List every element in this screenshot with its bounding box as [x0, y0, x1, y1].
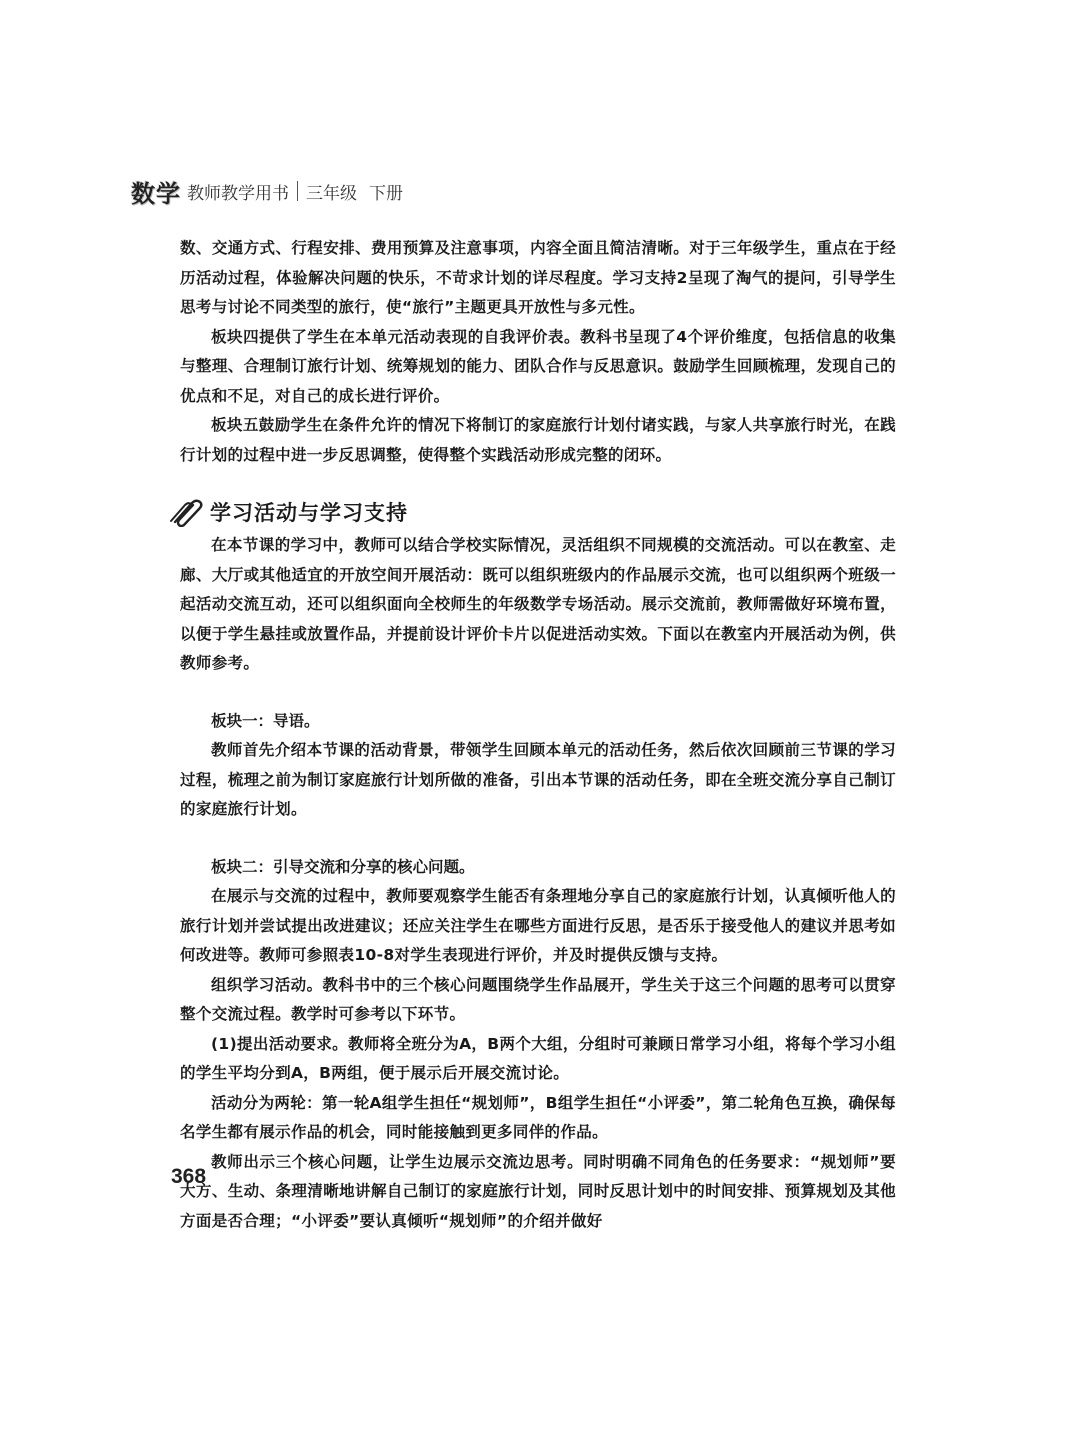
paragraph: 教师出示三个核心问题，让学生边展示交流边思考。同时明确不同角色的任务要求：“规划师”要大方、生动、条理清晰地讲解自己制订的家庭旅行计划，同时反思计划中的时间安排、预算规划及其他方面是否合理；“小评委”要认真倾听“规划师”的介绍并做好 — [180, 1152, 896, 1230]
paragraph: 板块四提供了学生在本单元活动表现的自我评价表。教科书呈现了4个评价维度，包括信息的收集与整理、合理制订旅行计划、统筹规划的能力、团队合作与反思意识。鼓励学生回顾梳理，发现自己的优点和不足，对自己的成长进行评价。 — [180, 327, 896, 405]
block2-heading: 板块二：引导交流和分享的核心问题。 — [211, 857, 475, 876]
block1-heading: 板块一：导语。 — [211, 711, 320, 730]
subject-logo: 数学 — [131, 178, 181, 208]
header-divider — [297, 181, 298, 201]
paragraph: 数、交通方式、行程安排、费用预算及注意事项，内容全面且简洁清晰。对于三年级学生，重点在于经历活动过程，体验解决问题的快乐，不苛求计划的详尽程度。学习支持2呈现了淘气的提问，引导学生思考与讨论不同类型的旅行，使“旅行”主题更具开放性与多元性。 — [180, 239, 896, 316]
intro-paragraph: 在本节课的学习中，教师可以结合学校实际情况，灵活组织不同规模的交流活动。可以在教室、走廊、大厅或其他适宜的开放空间开展活动：既可以组织班级内的作品展示交流，也可以组织两个班级一起活动交流互动，还可以组织面向全校师生的年级数学专场活动。展示交流前，教师需做好环境布置，以便于学生悬挂或放置作品，并提前设计评价卡片以促进活动实效。下面以在教室内开展活动为例，供教师参考。 — [180, 536, 896, 672]
paragraph: 活动分为两轮：第一轮A组学生担任“规划师”，B组学生担任“小评委”，第二轮角色互换，确保每名学生都有展示作品的机会，同时能接触到更多同伴的作品。 — [180, 1093, 896, 1141]
paragraph: 在展示与交流的过程中，教师要观察学生能否有条理地分享自己的家庭旅行计划，认真倾听他人的旅行计划并尝试提出改进建议；还应关注学生在哪些方面进行反思，是否乐于接受他人的建议并思考如何改进等。教师可参照表10-8对学生表现进行评价，并及时提供反馈与支持。 — [180, 887, 896, 964]
grade-label: 三年级 — [306, 183, 357, 204]
section-title: 学习活动与学习支持 — [210, 500, 408, 525]
book-title: 教师教学用书 — [187, 183, 289, 204]
paperclip-icon — [168, 497, 206, 527]
paragraph: (1)提出活动要求。教师将全班分为A，B两个大组，分组时可兼顾日常学习小组，将每个学习小组的学生平均分到A，B两组，便于展示后开展交流讨论。 — [180, 1034, 896, 1082]
running-header — [131, 176, 403, 206]
section-heading — [180, 495, 896, 529]
paragraph: 组织学习活动。教科书中的三个核心问题围绕学生作品展开，学生关于这三个问题的思考可以贯穿整个交流过程。教学时可参考以下环节。 — [180, 975, 896, 1023]
paragraph: 板块五鼓励学生在条件允许的情况下将制订的家庭旅行计划付诸实践，与家人共享旅行时光，在践行计划的过程中进一步反思调整，使得整个实践活动形成完整的闭环。 — [180, 416, 896, 464]
paragraph: 教师首先介绍本节课的活动背景，带领学生回顾本单元的活动任务，然后依次回顾前三节课的学习过程，梳理之前为制订家庭旅行计划所做的准备，引出本节课的活动任务，即在全班交流分享自己制订的家庭旅行计划。 — [180, 741, 896, 818]
page-number: 368 — [171, 1165, 207, 1188]
page-body — [180, 234, 896, 1236]
volume-label: 下册 — [369, 183, 403, 204]
